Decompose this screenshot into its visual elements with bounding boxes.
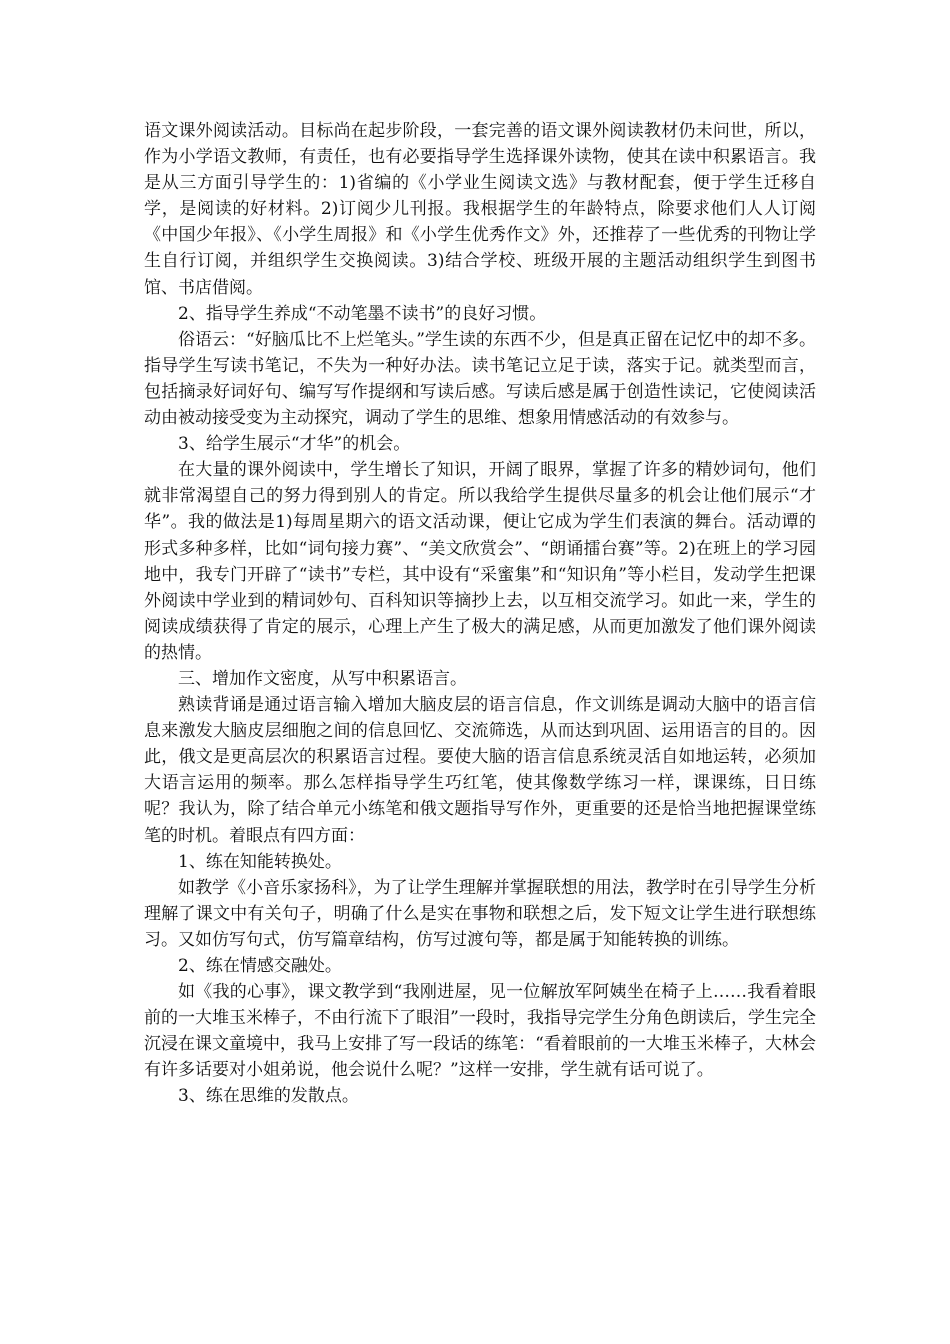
document-page <box>144 118 816 1110</box>
paragraph-5: 在大量的课外阅读中，学生增长了知识，开阔了眼界，掌握了许多的精妙词句，他们就非常渴望自己的努力得到别人的肯定。所以我给学生提供尽量多的机会让他们展示“才华”。我的做法是1)每周星期六的语文活动课，便让它成为学生们表演的舞台。活动谭的形式多种多样，比如“词句接力赛”、“美文欣赏会”、“朗诵擂台赛”等。2)在班上的学习园地中，我专门开辟了“读书”专栏，其中设有“采蜜集”和“知识角”等小栏目，发动学生把课外阅读中学业到的精词妙句、百科知识等摘抄上去，以互相交流学习。如此一来，学生的阅读成绩获得了肯定的展示，心理上产生了极大的满足感，从而更加激发了他们课外阅读的热情。 <box>144 460 816 663</box>
paragraph-3: 俗语云：“好脑瓜比不上烂笔头。”学生读的东西不少，但是真正留在记忆中的却不多。指导学生写读书笔记，不失为一种好办法。读书笔记立足于读，落实于记。就类型而言，包括摘录好词好句、编写写作提纲和写读后感。写读后感是属于创造性读记，它使阅读活动由被动接受变为主动探究，调动了学生的思维、想象用情感活动的有效参与。 <box>144 329 816 429</box>
heading-3-show-talent: 3、给学生展示“才华”的机会。 <box>178 434 411 455</box>
paragraph-1: 语文课外阅读活动。目标尚在起步阶段，一套完善的语文课外阅读教材仍未问世，所以，作为小学语文教师，有责任，也有必要指导学生选择课外读物，使其在读中积累语言。我是从三方面引导学生的：1)省编的《小学业生阅读文选》与教材配套，便于学生迁移自学，是阅读的好材料。2)订阅少儿刊报。我根据学生的年龄特点，除要求他们人人订阅《中国少年报》、《小学生周报》和《小学生优秀作文》外，还推荐了一些优秀的刊物让学生自行订阅，并组织学生交换阅读。3)结合学校、班级开展的主题活动组织学生到图书馆、书店借阅。 <box>144 121 816 298</box>
heading-3-divergent-thinking: 3、练在思维的发散点。 <box>178 1086 359 1107</box>
paragraph-9: 如教学《小音乐家扬科》，为了让学生理解并掌握联想的用法，教学时在引导学生分析理解了课文中有关句子，明确了什么是实在事物和联想之后，发下短文让学生进行联想练习。又如仿写句式，仿写篇章结构，仿写过渡句等，都是属于知能转换的训练。 <box>144 877 816 950</box>
heading-2-emotion: 2、练在情感交融处。 <box>178 956 342 976</box>
heading-2-writing-habit: 2、指导学生养成“不动笔墨不读书”的良好习惯。 <box>178 303 547 324</box>
paragraph-11: 如《我的心事》，课文教学到“我刚进屋，见一位解放军阿姨坐在椅子上……我看着眼前的一大堆玉米棒子，不由行流下了眼泪”一段时，我指导完学生分角色朗读后，学生完全沉浸在课文童境中，我马上安排了写一段话的练笔：“看着眼前的一大堆玉米棒子，大林会有许多话要对小姐弟说，他会说什么呢？”这样一安排，学生就有话可说了。 <box>144 982 816 1081</box>
paragraph-7: 熟读背诵是通过语言输入增加大脑皮层的语言信息，作文训练是调动大脑中的语言信息来激发大脑皮层细胞之间的信息回忆、交流筛选，从而达到巩固、运用语言的目的。因此，俄文是更高层次的积累语言过程。要使大脑的语言信息系统灵活自如地运转，必须加大语言运用的频率。那么怎样指导学生巧红笔，使其像数学练习一样，课课练，日日练呢？我认为，除了结合单元小练笔和俄文题指导写作外，更重要的还是恰当地把握课堂练笔的时机。着眼点有四方面： <box>144 695 816 846</box>
heading-section-three: 三、增加作文密度，从写中积累语言。 <box>178 668 467 689</box>
heading-1-knowledge-transfer: 1、练在知能转换处。 <box>178 851 342 872</box>
